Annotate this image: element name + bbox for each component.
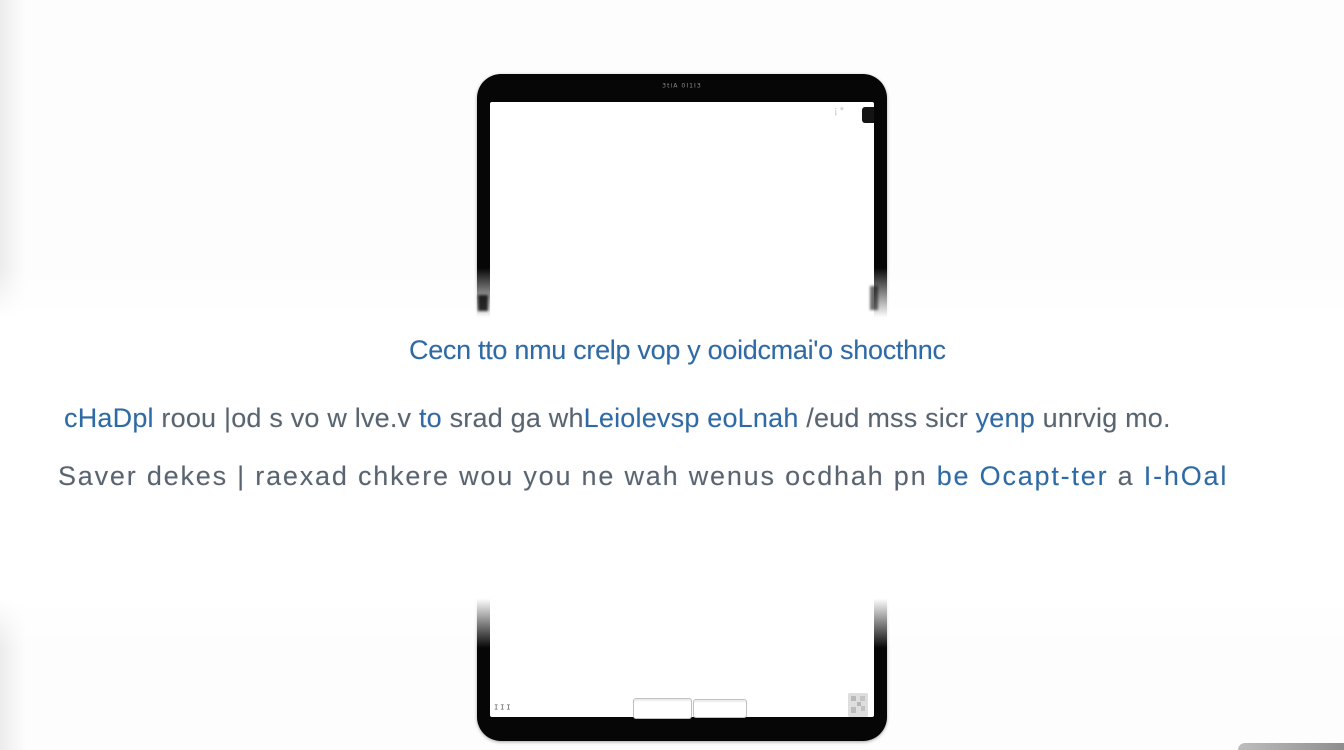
overlay-text-segment: to <box>418 403 442 433</box>
overlay-headline <box>409 337 946 364</box>
overlay-text-segment: unrvig mo. <box>1034 403 1171 433</box>
overlay-text-segment: yenp <box>975 403 1035 433</box>
overlay-text-segment: /eud mss sicr <box>798 403 976 433</box>
screen-status-mark: ¡* <box>834 105 846 117</box>
overlay-text-band <box>0 268 1344 648</box>
overlay-text-segment: roou |od s vo w lve.v <box>153 403 419 433</box>
overlay-text-segment: Leiolevsp eoLnah <box>583 403 799 433</box>
overlay-text-segment: be Ocapt-ter <box>936 461 1109 491</box>
bezel-fade-remnant-right <box>870 286 878 310</box>
screen-blank-button-2[interactable] <box>693 699 747 718</box>
screen-corner-notch <box>862 107 874 123</box>
qr-code-icon <box>848 693 868 717</box>
bottom-right-gray-object <box>1238 743 1344 750</box>
overlay-text-segment: cHaDpl <box>64 403 154 433</box>
overlay-text-segment: Saver dekes | raexad chkere wou you ne wah wenus ocdhah pn <box>58 461 937 491</box>
screen-blank-button-1[interactable] <box>633 698 692 719</box>
overlay-text-segment: a <box>1108 461 1144 491</box>
overlay-text-segment: Cecn tto nmu crelp vop y ooidcmai'o shocthnc <box>409 335 946 365</box>
screen-bottom-left-label: III <box>494 703 513 712</box>
overlay-text-segment: I-hOal <box>1143 461 1229 491</box>
overlay-subline-1 <box>64 405 1171 432</box>
overlay-subline-2 <box>58 463 1228 490</box>
bezel-fade-remnant-left <box>478 295 488 311</box>
overlay-text-segment: srad ga wh <box>441 403 584 433</box>
tablet-brand-label: 3tiA 0I1I3 <box>662 82 702 90</box>
